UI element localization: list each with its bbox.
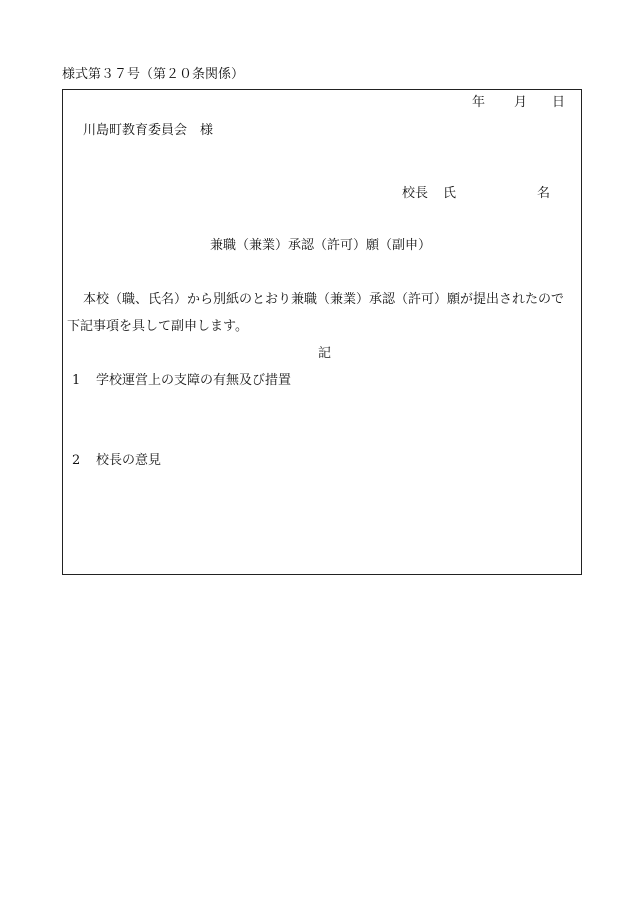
document-title: 兼職（兼業）承認（許可）願（副申） xyxy=(210,238,432,253)
item-text: 校長の意見 xyxy=(96,453,162,468)
principal-title: 校長 xyxy=(402,186,429,201)
name-label-second-char: 名 xyxy=(537,186,551,201)
item-number: 1 xyxy=(72,373,81,388)
item-number: 2 xyxy=(72,453,81,468)
date-year-label: 年 xyxy=(472,95,486,110)
name-label-first-char: 氏 xyxy=(443,186,457,201)
body-text-line-2: 下記事項を具して副申します。 xyxy=(67,319,248,334)
addressee: 川島町教育委員会 様 xyxy=(83,123,214,138)
ki-heading: 記 xyxy=(318,346,332,361)
form-number: 様式第３７号（第２０条関係） xyxy=(62,67,245,82)
item-text: 学校運営上の支障の有無及び措置 xyxy=(96,373,292,388)
date-day-label: 日 xyxy=(552,95,566,110)
body-text-line-1: 本校（職、氏名）から別紙のとおり兼職（兼業）承認（許可）願が提出されたので xyxy=(83,292,565,307)
date-month-label: 月 xyxy=(514,95,528,110)
